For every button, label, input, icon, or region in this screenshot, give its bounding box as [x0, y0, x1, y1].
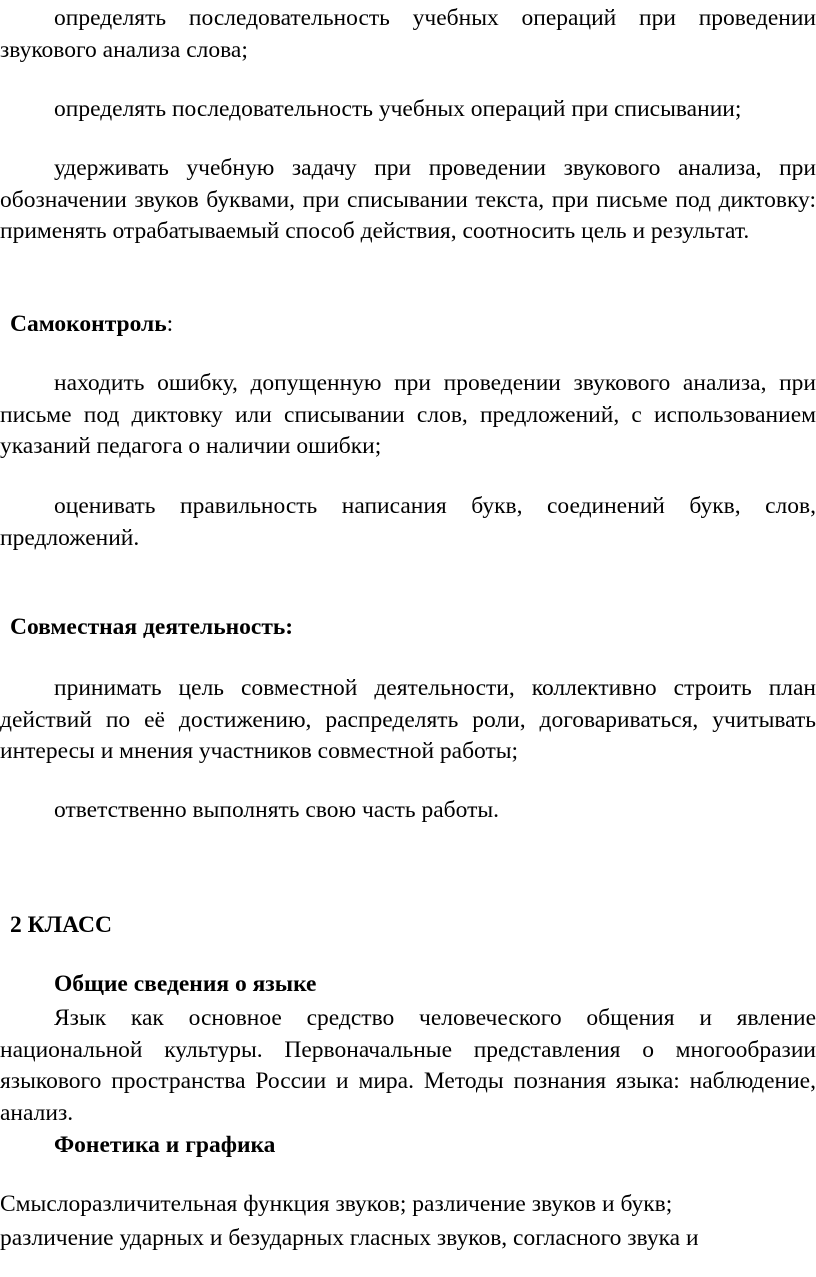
heading-grade-2: 2 КЛАСС: [10, 912, 112, 938]
paragraph-find-error: находить ошибку, допущенную при проведении звукового анализа, при письме под диктовку или списывании слов, предложений, с использованием указаний педагога о наличии ошибки;: [0, 370, 816, 459]
paragraph-language-intro: Язык как основное средство человеческого общения и явление национальной культуры. Первоначальные представления о многообразии языкового пространства России и мира. Методы познания языка: наблюдение, анализ.: [0, 1005, 816, 1126]
heading-self-control: [10, 309, 816, 341]
paragraph-sequence-copying: определять последовательность учебных операций при списывании;: [54, 96, 742, 122]
heading-phonetics: Фонетика и графика: [54, 1132, 276, 1158]
paragraph-hold-task: удерживать учебную задачу при проведении звукового анализа, при обозначении звуков буквами, при списывании текста, при письме под диктовку: применять отрабатываемый способ действия, соотносить цель и результат.: [0, 155, 816, 244]
paragraph-responsibility: ответственно выполнять свою часть работы.: [54, 797, 499, 823]
paragraph-sound-function-line-2: различение ударных и безударных гласных звуков, согласного звука и: [0, 1225, 699, 1251]
paragraph-joint-goal: принимать цель совместной деятельности, коллективно строить план действий по её достижению, распределять роли, договариваться, учитывать интересы и мнения участников совместной работы;: [0, 675, 816, 764]
paragraph-sound-function-line-1: Смыслоразличительная функция звуков; различение звуков и букв;: [0, 1191, 673, 1217]
paragraph-evaluate-writing: оценивать правильность написания букв, соединений букв, слов, предложений.: [0, 493, 816, 551]
heading-self-control-colon: :: [166, 311, 174, 337]
heading-self-control-text: Самоконтроль: [10, 311, 167, 337]
paragraph-sequence-sound-analysis: определять последовательность учебных операций при проведении звукового анализа слова;: [0, 5, 816, 63]
heading-general-info: Общие сведения о языке: [54, 971, 317, 997]
heading-joint-activity: Совместная деятельность:: [10, 614, 294, 640]
